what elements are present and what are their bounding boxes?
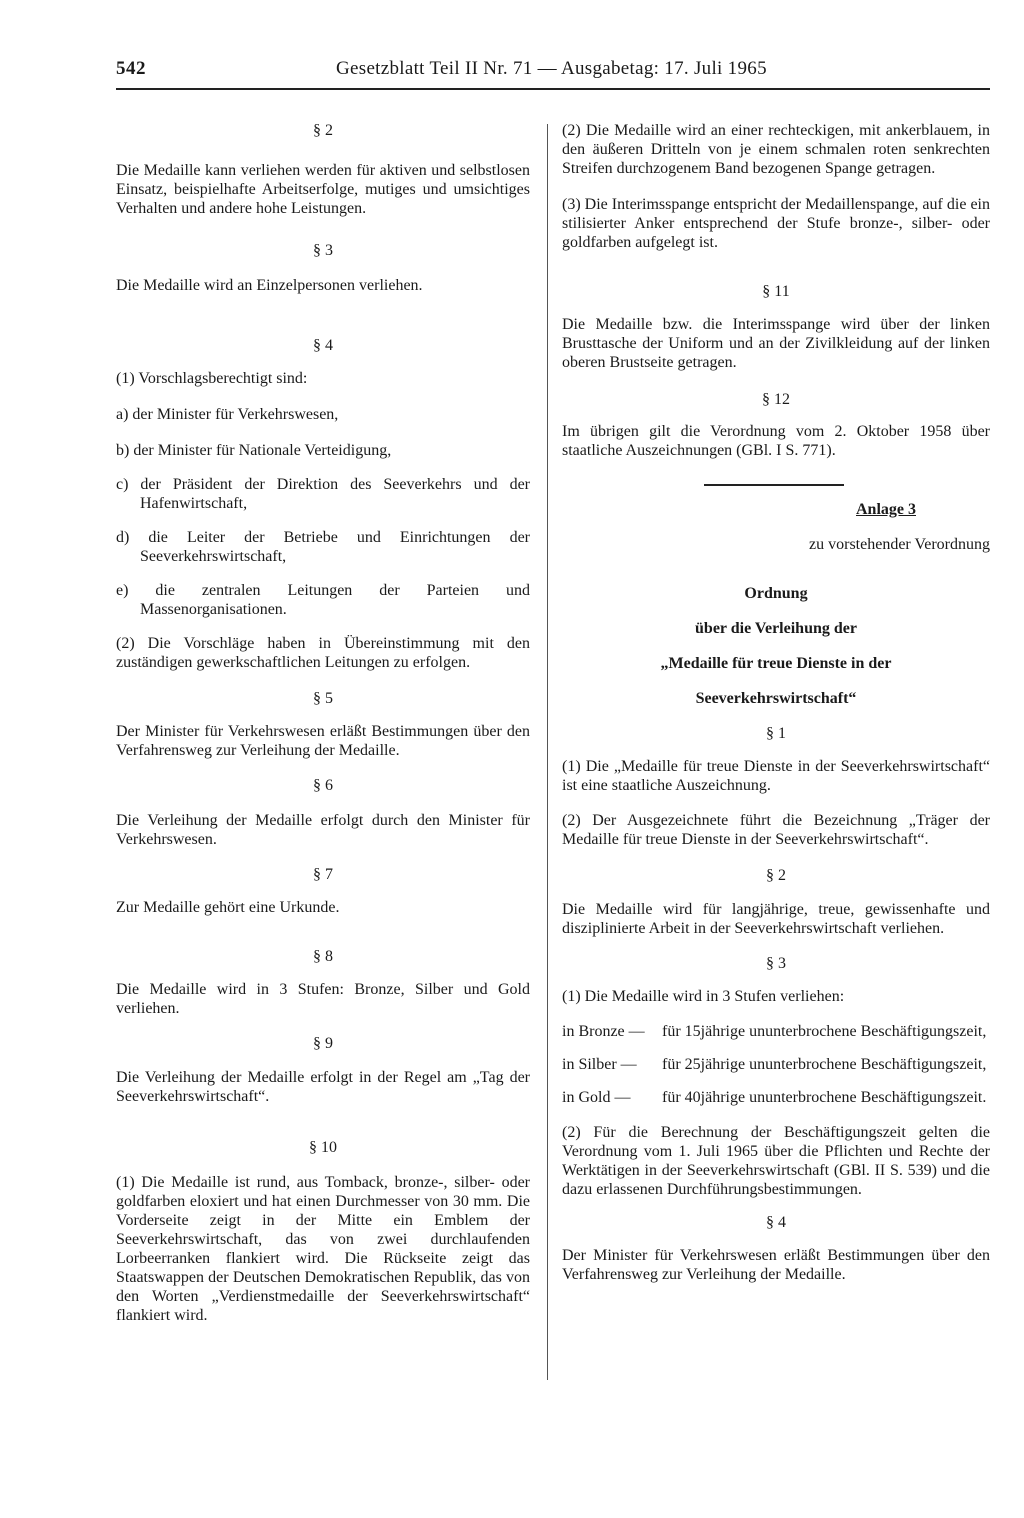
section-heading: § 2 (313, 122, 333, 139)
ordnung-title (562, 584, 990, 708)
section-heading: § 4 (766, 1214, 786, 1231)
page-number: 542 (116, 58, 146, 79)
column-divider (547, 124, 548, 1380)
stufe-text: für 25jährige ununterbrochene Beschäftigungszeit, (662, 1056, 987, 1073)
paragraph: Zur Medaille gehört eine Urkunde. (116, 899, 340, 916)
page-header (116, 58, 990, 94)
list-item: c) der Präsident der Direktion des Seeverkehrs und der Hafenwirtschaft, (116, 476, 530, 512)
paragraph: Die Medaille kann verliehen werden für aktiven und selbstlosen Einsatz, beispielhafte Arbeitserfolge, mutiges und umsichtiges Verhalten und andere hohe Leistungen. (116, 162, 530, 217)
section-heading: § 2 (766, 867, 786, 884)
paragraph: (1) Vorschlagsberechtigt sind: (116, 370, 308, 387)
list-item: e) die zentralen Leitungen der Parteien und Massenorganisationen. (116, 582, 530, 618)
left-column (116, 121, 530, 1325)
section-heading: § 9 (313, 1035, 333, 1052)
section-heading: § 10 (309, 1139, 337, 1156)
title-line: über die Verleihung der (695, 620, 857, 637)
paragraph: Die Medaille wird an Einzelpersonen verliehen. (116, 277, 423, 294)
list-item (562, 1088, 990, 1107)
list-item (562, 1055, 990, 1074)
stufe-text: für 15jährige ununterbrochene Beschäftigungszeit, (662, 1023, 987, 1040)
section-heading: § 11 (762, 283, 790, 300)
paragraph: Die Medaille bzw. die Interimsspange wird über der linken Brusttasche der Uniform und an der Zivilkleidung auf der linken oberen Brustseite getragen. (562, 316, 990, 371)
paragraph: Im übrigen gilt die Verordnung vom 2. Oktober 1958 über staatliche Auszeichnungen (GBl. I S. 771). (562, 423, 990, 459)
paragraph: Der Minister für Verkehrswesen erläßt Bestimmungen über den Verfahrensweg zur Verleihung der Medaille. (116, 723, 530, 759)
section-heading: § 3 (313, 242, 333, 259)
paragraph: (2) Der Ausgezeichnete führt die Bezeichnung „Träger der Medaille für treue Dienste in der Seeverkehrswirtschaft“. (562, 812, 990, 848)
list-item (562, 1022, 990, 1041)
section-heading: § 4 (313, 337, 333, 354)
section-heading: § 1 (766, 725, 786, 742)
stufe-label: in Bronze — (562, 1023, 645, 1040)
paragraph: (1) Die „Medaille für treue Dienste in der Seeverkehrswirtschaft“ ist eine staatliche Auszeichnung. (562, 758, 990, 794)
paragraph: (1) Die Medaille ist rund, aus Tomback, bronze-, silber- oder goldfarben eloxiert und hat einen Durchmesser von 30 mm. Die Vorderseite zeigt in der Mitte ein Emblem der Seeverkehrswirtschaft, das von zwei durchlaufenden Lorbeerranken flankiert wird. Die Rückseite zeigt das Staatswappen der Deutschen Demokratischen Republik, das von den Worten „Verdienstmedaille der Seeverkehrswirtschaft“ flankiert wird. (116, 1174, 530, 1324)
list-item: a) der Minister für Verkehrswesen, (116, 406, 339, 423)
title-line: Seeverkehrswirtschaft“ (695, 690, 857, 707)
paragraph: Die Medaille wird für langjährige, treue, gewissenhafte und disziplinierte Arbeit in der Seeverkehrswirtschaft verliehen. (562, 901, 990, 937)
title-line: Ordnung (744, 585, 808, 602)
section-heading: § 3 (766, 955, 786, 972)
paragraph: (2) Für die Berechnung der Beschäftigungszeit gelten die Verordnung vom 1. Juli 1965 über die Pflichten und Rechte der Werktätigen in der Seeverkehrswirtschaft (GBl. II S. 539) und die dazu erlassenen Durchführungsbestimmungen. (562, 1124, 990, 1198)
title-line: „Medaille für treue Dienste in der (660, 655, 892, 672)
section-heading: § 5 (313, 690, 333, 707)
right-column (562, 121, 990, 1284)
paragraph: Der Minister für Verkehrswesen erläßt Bestimmungen über den Verfahrensweg zur Verleihung der Medaille. (562, 1247, 990, 1283)
section-heading: § 8 (313, 948, 333, 965)
paragraph: Die Medaille wird in 3 Stufen: Bronze, Silber und Gold verliehen. (116, 981, 530, 1017)
list-item: d) die Leiter der Betriebe und Einrichtungen der Seeverkehrswirtschaft, (116, 529, 530, 565)
section-heading: § 12 (762, 391, 790, 408)
separator-rule (704, 484, 844, 486)
section-heading: § 6 (313, 777, 333, 794)
stufe-label: in Gold — (562, 1089, 631, 1106)
annex-label: Anlage 3 (856, 501, 916, 518)
paragraph: (1) Die Medaille wird in 3 Stufen verliehen: (562, 988, 845, 1005)
paragraph: Die Verleihung der Medaille erfolgt in der Regel am „Tag der Seeverkehrswirtschaft“. (116, 1069, 530, 1105)
paragraph: Die Verleihung der Medaille erfolgt durch den Minister für Verkehrswesen. (116, 812, 530, 848)
stufe-label: in Silber — (562, 1056, 637, 1073)
section-heading: § 7 (313, 866, 333, 883)
header-title: Gesetzblatt Teil II Nr. 71 — Ausgabetag: 17. Juli 1965 (336, 58, 767, 79)
stufe-text: für 40jährige ununterbrochene Beschäftigungszeit. (662, 1089, 987, 1106)
list-item: b) der Minister für Nationale Verteidigung, (116, 442, 392, 459)
header-rule (116, 88, 990, 90)
paragraph: (3) Die Interimsspange entspricht der Medaillenspange, auf die ein stilisierter Anker entsprechend der Stufe bronze-, silber- oder goldfarben aufgelegt ist. (562, 196, 990, 251)
annex-subtitle: zu vorstehender Verordnung (809, 536, 990, 553)
paragraph: (2) Die Vorschläge haben in Übereinstimmung mit den zuständigen gewerkschaftlichen Leitungen zu erfolgen. (116, 635, 530, 671)
paragraph: (2) Die Medaille wird an einer rechteckigen, mit ankerblauem, in den äußeren Dritteln von je einem schmalen roten senkrechten Streifen durchzogenem Band bezogenen Spange getragen. (562, 122, 990, 177)
